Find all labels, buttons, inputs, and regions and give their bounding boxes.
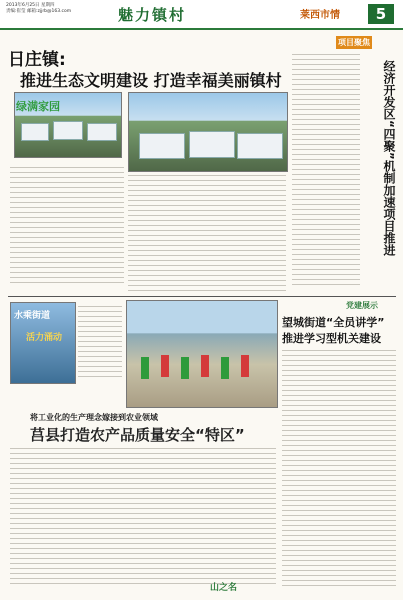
truck-icon bbox=[53, 121, 83, 140]
mid-story-headline-1: 望城街道“全员讲学” bbox=[282, 316, 385, 329]
performer-icon bbox=[181, 357, 189, 379]
performer-icon bbox=[201, 355, 209, 377]
water-note bbox=[78, 304, 122, 380]
top-story-headline: 推进生态文明建设 打造幸福美丽镇村 bbox=[20, 71, 282, 90]
performance-photo bbox=[126, 300, 278, 408]
performer-icon bbox=[161, 355, 169, 377]
performer-icon bbox=[221, 357, 229, 379]
bottom-story-kicker: 将工业化的生产理念嫁接到农业领域 bbox=[30, 413, 158, 422]
issue-meta bbox=[6, 3, 71, 15]
truck-icon bbox=[237, 133, 283, 159]
mid-story-headline-2: 推进学习型机关建设 bbox=[282, 332, 381, 345]
truck-icon bbox=[139, 133, 185, 159]
top-story-body-right bbox=[128, 173, 286, 291]
performer-icon bbox=[141, 357, 149, 379]
editor-contact: 责编:崔莹 邮箱:zjjrb@163.com bbox=[6, 9, 72, 14]
section-title: 魅力镇村 bbox=[118, 6, 187, 24]
truck-icon bbox=[189, 131, 235, 158]
divider bbox=[8, 296, 396, 297]
water-caption-1: 水乘街道 bbox=[14, 311, 51, 321]
trucks-photo-large bbox=[128, 92, 288, 172]
mid-story-tag: 党建展示 bbox=[346, 301, 378, 310]
side-story-headline: 经济开发区“四聚”机制加速项目推进 bbox=[382, 60, 396, 256]
top-story-body-left bbox=[10, 165, 124, 283]
side-story-tag: 项目聚焦 bbox=[338, 38, 370, 47]
bottom-story-body bbox=[10, 446, 276, 586]
photo-caption: 绿满家园 bbox=[16, 100, 60, 113]
side-story-body bbox=[292, 52, 360, 288]
page-number: 5 bbox=[368, 4, 394, 24]
performer-icon bbox=[241, 355, 249, 377]
issue-date: 2013年6月25日 星期四 bbox=[6, 3, 55, 8]
page-label: 莱西市情 bbox=[300, 10, 340, 21]
truck-icon bbox=[21, 123, 49, 141]
top-story-kicker: 日庄镇: bbox=[8, 50, 66, 70]
footer-tag: 山之名 bbox=[210, 583, 238, 593]
truck-icon bbox=[87, 123, 117, 141]
water-caption-2: 活力涌动 bbox=[26, 333, 63, 343]
bottom-story-headline: 莒县打造农产品质量安全“特区” bbox=[30, 426, 245, 444]
mid-story-body bbox=[282, 348, 396, 588]
